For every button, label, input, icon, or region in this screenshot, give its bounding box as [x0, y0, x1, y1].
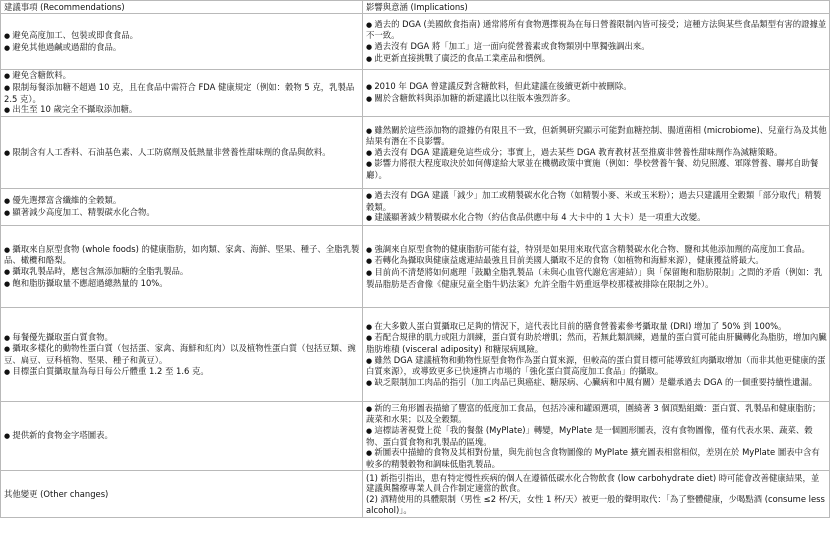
- recommendation-cell: [1, 70, 363, 117]
- table-row: [1, 308, 830, 402]
- bullet-item: ● 雖然 DGA 建議植物和動物性原型食物作為蛋白質來源，但較高的蛋白質目標可能導致紅肉攝取增加（而非其他更健康的蛋白質來源），或導致更多已快速擠占市場的「強化蛋白質高度加工食品」的攝取。: [366, 355, 827, 377]
- bullet-item: ● 強調來自原型食物的健康脂肪可能有益，特別是如果用來取代富含精製碳水化合物、鹽和其他添加劑的高度加工食品。: [366, 244, 827, 256]
- bullet-item: ● 提供新的食物金字塔圖表。: [4, 430, 360, 442]
- bullet-item: ● 2010 年 DGA 曾建議反對含糖飲料，但此建議在後續更新中被刪除。: [366, 81, 827, 93]
- recommendation-cell: [1, 117, 363, 189]
- bullet-item: ● 若配合規律的肌力或阻力訓練，蛋白質有助於增肌；然而，若無此類訓練，過量的蛋白質可能由肝臟轉化為脂肪，增加內臟脂肪堆積 (visceral adiposity) 和糖尿病風險。: [366, 332, 827, 354]
- table-row: [1, 14, 830, 70]
- implication-cell: [363, 402, 830, 471]
- bullet-item: ● 避免其他過鹹或過甜的食品。: [4, 42, 360, 54]
- recommendation-cell: [1, 308, 363, 402]
- bullet-item: ● 雖然關於這些添加物的證據仍有限且不一致，但新興研究顯示可能對血糖控制、腸道菌相 (microbiome)、兒童行為及其他結果有潛在不良影響。: [366, 125, 827, 147]
- bullet-item: ● 新的三角形圖表描繪了豐富的低度加工食品，包括冷凍和罐頭選項，圍繞著 3 個頂點組織：蛋白質、乳製品和健康脂肪；蔬菜和水果；以及全穀類。: [366, 403, 827, 425]
- implication-cell: [363, 226, 830, 308]
- table-row: [1, 471, 830, 518]
- bullet-item: ● 限制含有人工香料、石油基色素、人工防腐劑及低熱量非營養性甜味劑的食品與飲料。: [4, 147, 360, 159]
- implication-cell: [363, 471, 830, 518]
- bullet-item: ● 過去沒有 DGA 建議避免這些成分；事實上，過去某些 DGA 教育教材甚至推廣非營養性甜味劑作為減糖策略。: [366, 147, 827, 159]
- implication-cell: [363, 70, 830, 117]
- bullet-item: ● 影響力將很大程度取決於如何傳達給大眾並在機構政策中實施（例如：學校營養午餐、幼兒照護、軍隊營養、聯邦自助餐廳）。: [366, 158, 827, 180]
- bullet-item: ● 顯著減少高度加工、精製碳水化合物。: [4, 207, 360, 219]
- table-row: [1, 402, 830, 471]
- implication-cell: [363, 189, 830, 226]
- bullet-item: ● 過去沒有 DGA 建議「減少」加工或精製碳水化合物（如精製小麥、米或玉米粉）；過去只建議用全穀類「部分取代」精製穀類。: [366, 190, 827, 212]
- table-row: [1, 226, 830, 308]
- bullet-item: ● 避免含糖飲料。: [4, 70, 360, 82]
- bullet-item: ● 在大多數人蛋白質攝取已足夠的情況下，這代表比目前的膳食營養素參考攝取量 (DRI) 增加了 50% 到 100%。: [366, 321, 827, 333]
- implication-cell: [363, 14, 830, 70]
- header-implications: 影響與意涵 (Implications): [363, 1, 830, 14]
- table-row: [1, 70, 830, 117]
- bullet-item: ● 目前尚不清楚將如何處理「鼓勵全脂乳製品（未與心血管代謝危害連結）」與「保留飽和脂肪限制」之間的矛盾（例如：乳製品脂肪是否會像《健康兒童全脂牛奶法案》允許全脂牛奶重返學校那樣被排除在限制之外）。: [366, 267, 827, 289]
- bullet-item: ● 飽和脂肪攝取量不應超過總熱量的 10%。: [4, 278, 360, 290]
- recommendation-cell: [1, 14, 363, 70]
- numbered-item: (2) 酒精使用的具體限制（男性 ≤2 杯/天，女性 1 杯/天）被更一般的聲明取代：「為了整體健康，少喝點酒 (consume less alcohol)」。: [366, 494, 825, 515]
- bullet-item: ● 這標誌著視覺上從「我的餐盤 (MyPlate)」轉變，MyPlate 是一個圓形圖表，沒有食物圖像，僅有代表水果、蔬菜、穀物、蛋白質食物和乳製品的區塊。: [366, 425, 827, 447]
- bullet-item: ● 目標蛋白質攝取量為每日每公斤體重 1.2 至 1.6 克。: [4, 366, 360, 378]
- recommendation-cell: 其他變更 (Other changes): [1, 471, 363, 518]
- implication-cell: [363, 117, 830, 189]
- bullet-item: ● 建議顯著減少精製碳水化合物（約佔食品供應中每 4 大卡中的 1 大卡）是一項重大改變。: [366, 212, 827, 224]
- bullet-item: ● 攝取多樣化的動物性蛋白質（包括蛋、家禽、海鮮和紅肉）以及植物性蛋白質（包括豆類、豌豆、扁豆、豆科植物、堅果、種子和黃豆）。: [4, 343, 360, 365]
- table-row: [1, 117, 830, 189]
- bullet-item: ● 限制每餐添加糖不超過 10 克，且在食品中需符合 FDA 健康規定（例如：穀物 5 克，乳製品 2.5 克）。: [4, 82, 360, 104]
- bullet-item: ● 攝取來自原型食物 (whole foods) 的健康脂肪，如肉類、家禽、海鮮、堅果、種子、全脂乳製品、橄欖和酪梨。: [4, 244, 360, 266]
- bullet-item: ● 每餐優先攝取蛋白質食物。: [4, 332, 360, 344]
- header-row: [1, 1, 830, 14]
- bullet-item: ● 過去沒有 DGA 將「加工」這一面向從營養素或食物類別中單獨強調出來。: [366, 41, 827, 53]
- recommendation-cell: [1, 226, 363, 308]
- bullet-item: ● 關於含糖飲料與添加糖的新建議比以往版本強烈許多。: [366, 93, 827, 105]
- bullet-item: ● 避免高度加工、包裝或即食食品。: [4, 30, 360, 42]
- bullet-item: ● 若轉化為攝取與健康益處連結最強且目前美國人攝取不足的食物（如植物和海鮮來源），健康獲益將最大。: [366, 255, 827, 267]
- bullet-item: ● 缺乏限制加工肉品的指引（加工肉品已與癌症、糖尿病、心臟病和中風有關）是繼承過去 DGA 的一個重要持續性遺漏。: [366, 377, 827, 389]
- bullet-item: ● 新圖表中描繪的食物及其相對份量，與先前包含食物圖像的 MyPlate 擴充圖表相當相似，差別在於 MyPlate 圖表中含有較多的精製穀物和調味低脂乳製品。: [366, 447, 827, 469]
- header-recommendations: 建議事項 (Recommendations): [1, 1, 363, 14]
- numbered-item: (1) 新指引指出，患有特定慢性疾病的個人在遵循低碳水化合物飲食 (low carbohydrate diet) 時可能會改善健康結果，並建議與醫療專業人員合作制定適當的飲食。: [366, 472, 820, 494]
- implication-cell: [363, 308, 830, 402]
- bullet-item: ● 過去的 DGA (美國飲食指南) 通常將所有食物選擇視為在每日營養限制內皆可接受；這種方法與某些食品類型有害的證據並不一致。: [366, 19, 827, 41]
- recommendation-cell: [1, 189, 363, 226]
- bullet-item: ● 攝取乳製品時，應包含無添加糖的全脂乳製品。: [4, 266, 360, 278]
- recommendation-cell: [1, 402, 363, 471]
- bullet-item: ● 出生至 10 歲完全不攝取添加糖。: [4, 104, 360, 116]
- bullet-item: ● 此更新直接挑戰了廣泛的食品工業產品和慣例。: [366, 53, 827, 65]
- table-row: [1, 189, 830, 226]
- bullet-item: ● 優先選擇富含纖維的全穀類。: [4, 195, 360, 207]
